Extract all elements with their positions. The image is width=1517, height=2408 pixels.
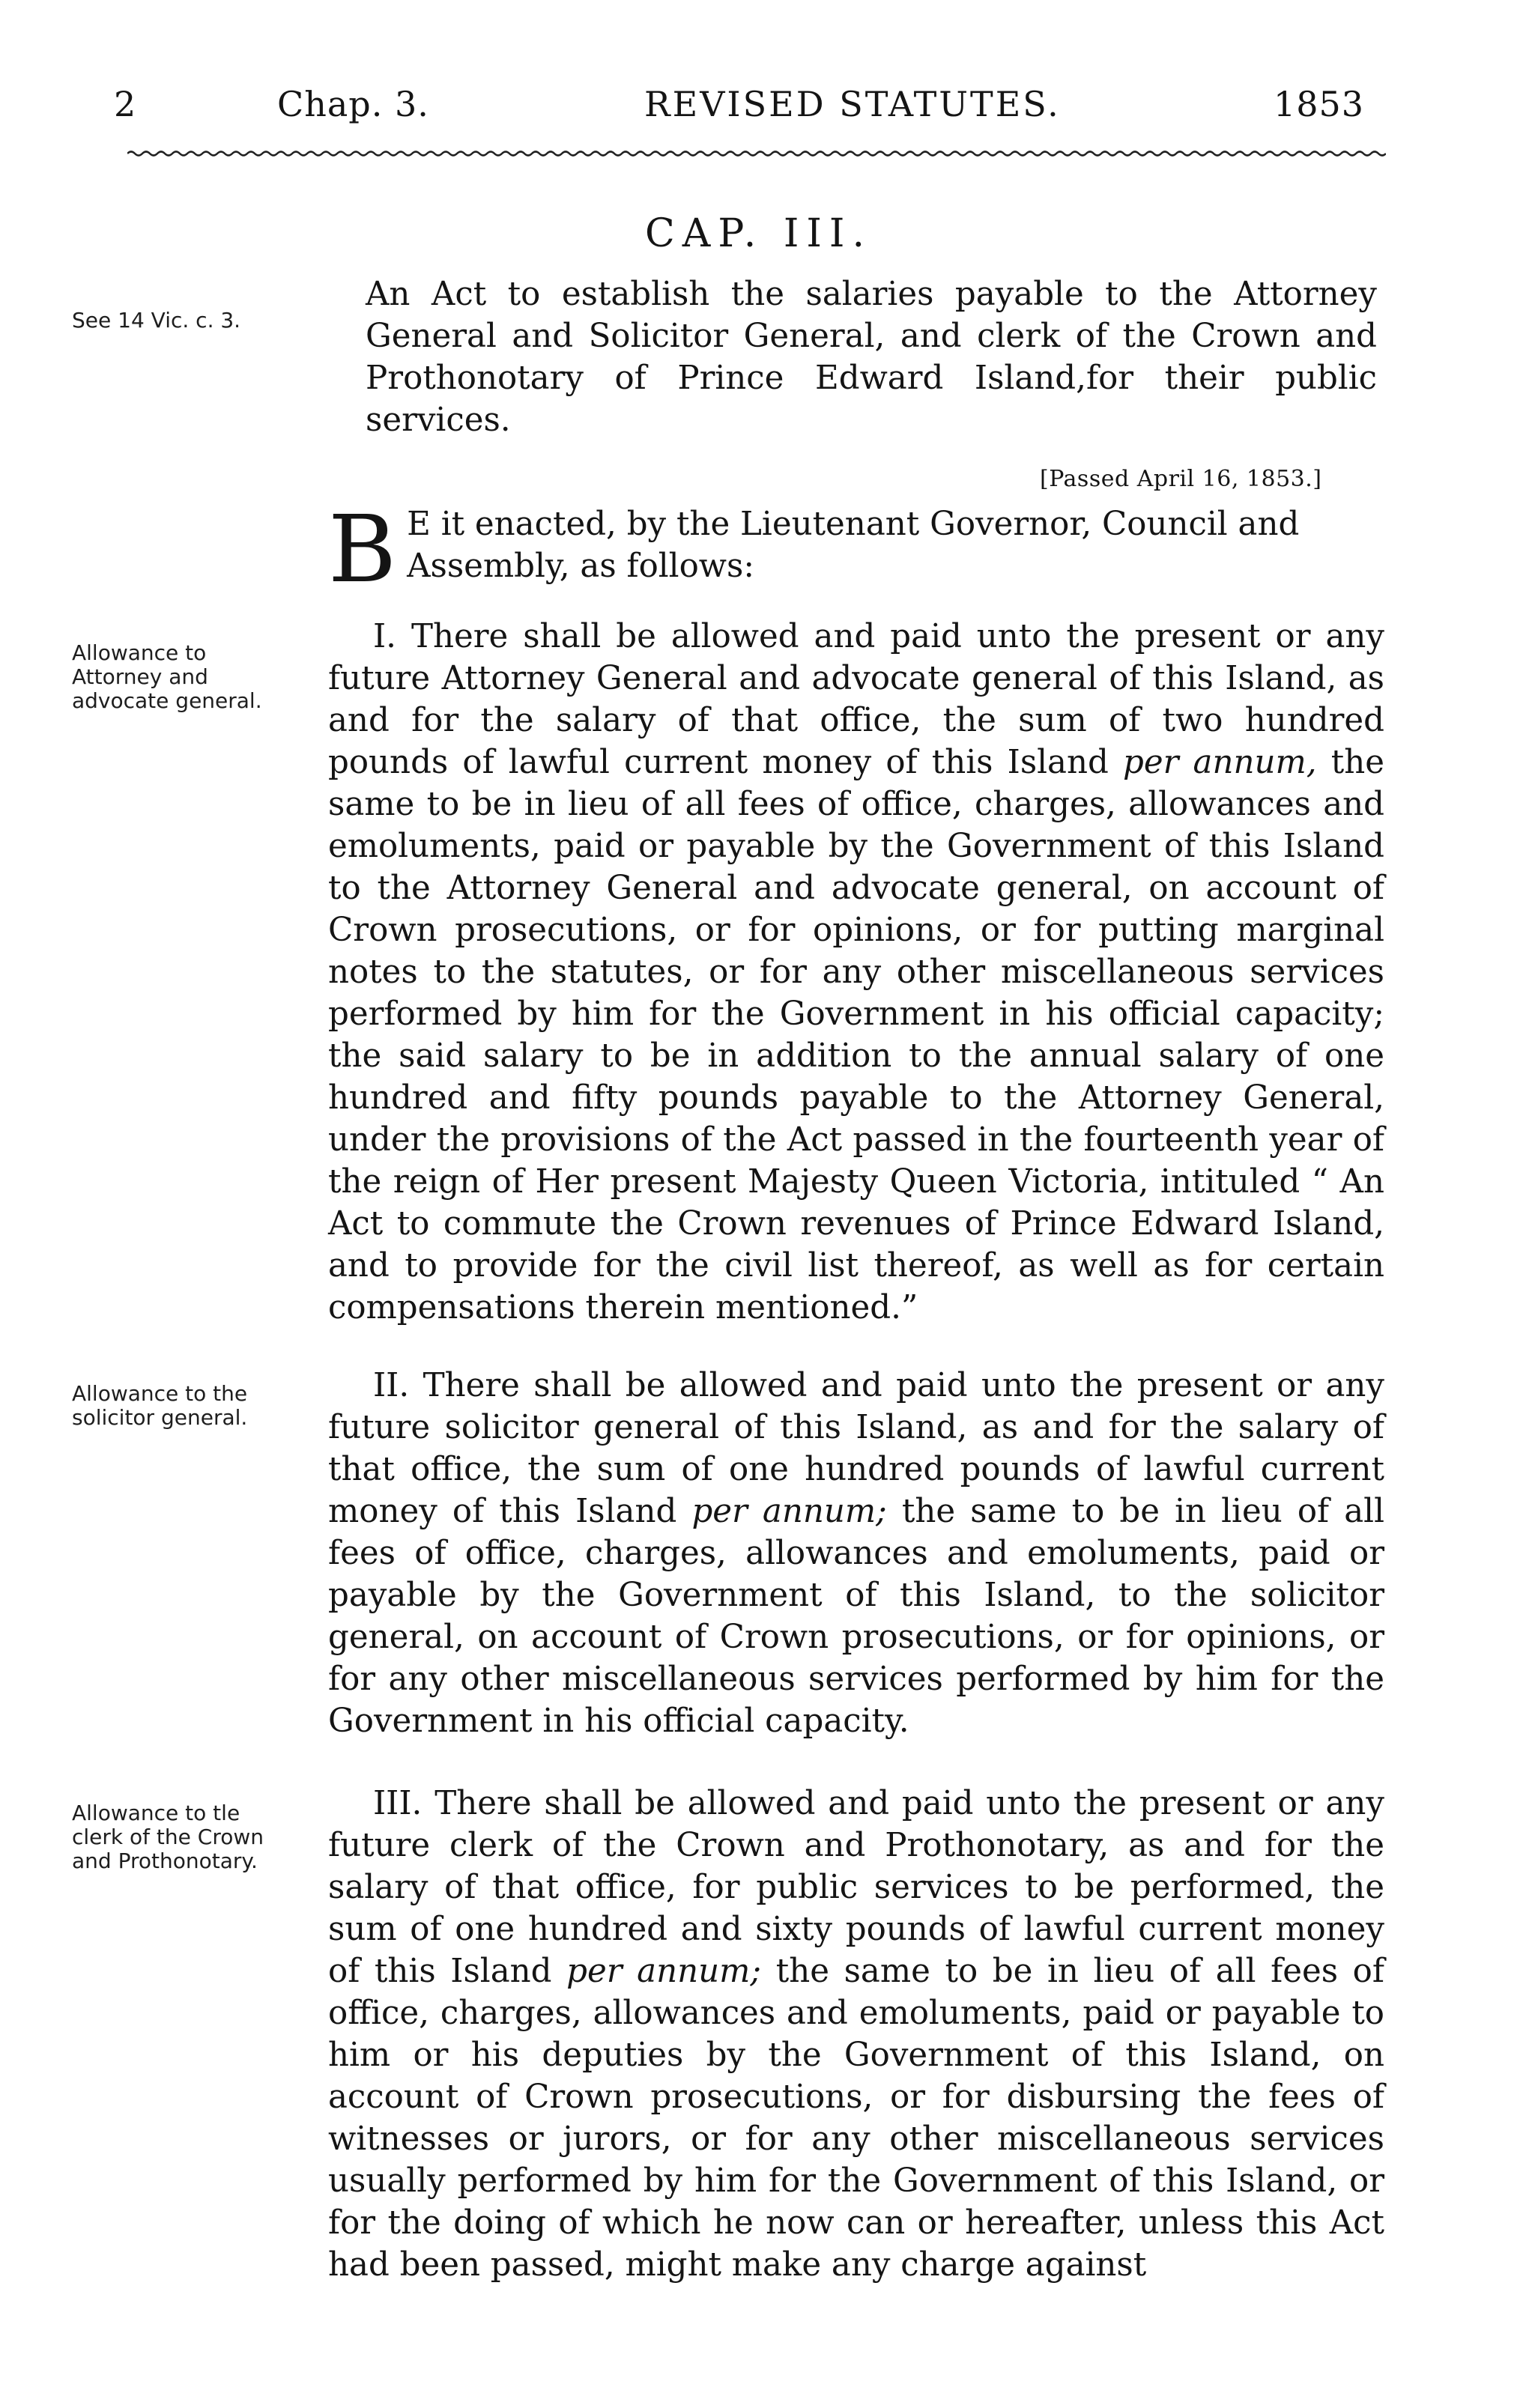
passed-date: [Passed April 16, 1853.] (1040, 466, 1322, 492)
section-1-text-cont: the same to be in lieu of all fees of office, charges, allowances and emoluments, paid or payable by the Government of this Island to the Attorney General and advocate general, on account of Crown prosecutions, or for opinions, or for putting marginal notes to the statutes, or for any other miscellaneous services performed by him for the Government in his official capacity; the said salary to be in addition to the annual salary of one hundred and fifty pounds payable to the Attorney General, under the provisions of the Act passed in the fourteenth year of the reign of Her present Majesty Queen Victoria, intituled “ An Act to commute the Crown revenues of Prince Edward Island, and to provide for the civil list thereof, as well as for certain compensations therein mentioned.” (328, 744, 1384, 1326)
margin-note-solicitor: Allowance to the solicitor general. (72, 1381, 248, 1430)
section-1-text: I. There shall be allowed and paid unto the present or any future Attorney General and advocate general of this Island, as and for the salary of that office, the sum of two hundred pounds of lawful current money of this Island (328, 618, 1384, 781)
running-header (0, 84, 1517, 144)
enacting-text: E it enacted, by the Lieutenant Governor, Council and Assembly, as follows: (407, 506, 1300, 585)
running-title: REVISED STATUTES. (644, 84, 1061, 124)
section-3-text: III. There shall be allowed and paid unto the present or any future clerk of the Crown and Prothonotary, as and for the salary of that office, for public services to be performed, the sum of one hundred and sixty pounds of lawful current money of this Island (328, 1785, 1384, 1990)
section-2-text: II. There shall be allowed and paid unto the present or any future solicitor general of this Island, as and for the salary of that office, the sum of one hundred pounds of lawful current money of this Island (328, 1367, 1384, 1530)
margin-note-clerk: Allowance to tle clerk of the Crown and Prothonotary. (72, 1801, 264, 1873)
cap-heading: CAP. III. (644, 211, 872, 256)
page-number: 2 (114, 84, 137, 124)
act-title (366, 273, 1377, 441)
header-year: 1853 (1274, 84, 1365, 124)
margin-note-see-ref: See 14 Vic. c. 3. (72, 308, 241, 333)
act-title-text: An Act to establish the salaries payable to the Attorney General and Solicitor General, and clerk of the Crown and Prothonotary of Prince Edward Island,for their public services. (366, 276, 1377, 439)
section-3-italic: per annum; (566, 1953, 762, 1990)
drop-cap: B (328, 496, 397, 604)
section-2-text-cont: the same to be in lieu of all fees of office, charges, allowances and emoluments, paid or payable by the Government of this Island, to the solicitor general, on account of Crown prosecutions, or for opinions, or for any other miscellaneous services performed by him for the Government in his official capacity. (328, 1493, 1384, 1740)
section-2 (328, 1365, 1384, 1742)
section-1 (328, 616, 1384, 1329)
wavy-header-rule (127, 150, 1386, 157)
section-1-italic: per annum, (1123, 744, 1317, 781)
section-2-italic: per annum; (691, 1493, 887, 1530)
section-3 (328, 1783, 1384, 2286)
margin-note-attorney: Allowance to Attorney and advocate general. (72, 640, 262, 713)
chapter-label: Chap. 3. (277, 84, 429, 124)
section-3-text-cont: the same to be in lieu of all fees of office, charges, allowances and emoluments, paid or payable to him or his deputies by the Government of this Island, on account of Crown prosecutions, or for disbursing the fees of witnesses or jurors, or for any other miscellaneous services usually performed by him for the Government of this Island, or for the doing of which he now can or hereafter, unless this Act had been passed, might make any charge against (328, 1953, 1384, 2284)
enacting-clause (328, 496, 1384, 604)
